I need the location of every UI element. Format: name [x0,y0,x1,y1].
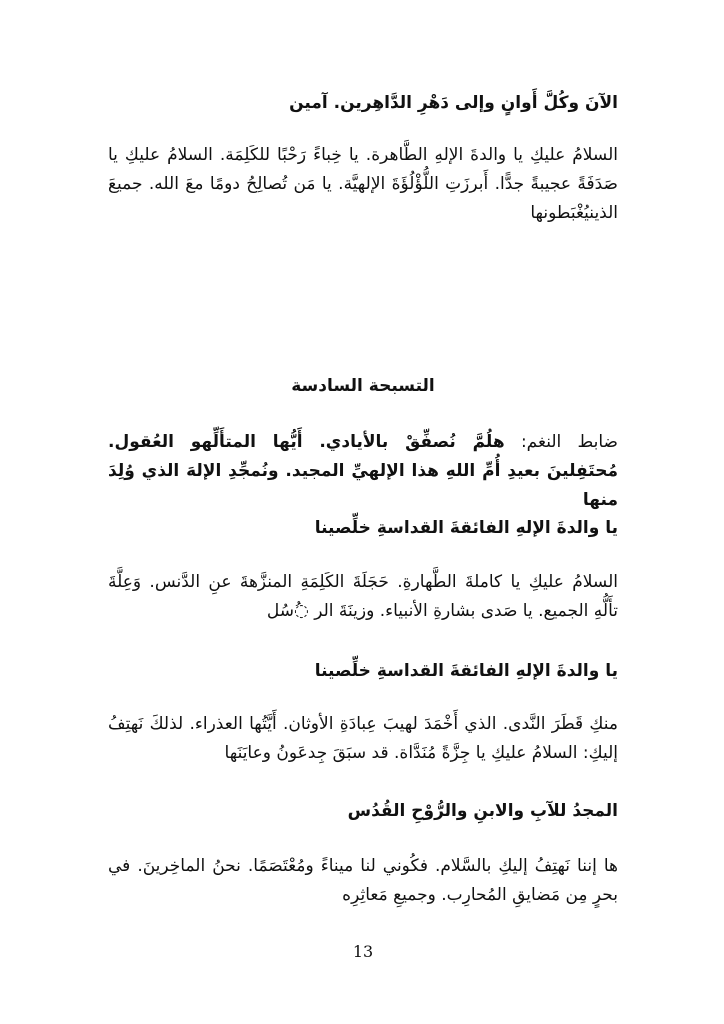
hymn-paragraph-3: منكِ قَطَرَ النَّدى. الذي أَخْمَدَ لهيبَ عِبادَةِ الأوثان. أَيَّتُها العذراء. لذلكَ نَهتِفُ إليكِ: السلامُ عليكِ يا جِزَّةً مُنَدَّاة. قد سبَقَ جِدعَونُ وعايَنَها [108,714,618,763]
page-number: 13 [352,942,374,961]
doxology-line: المجدُ للآبِ والابنِ والرُّوْحِ القُدُس [347,801,618,821]
refrain-line-2: يا والدةَ الإلهِ الفائقةَ القداسةِ خلِّصينا [314,661,618,681]
section-heading: التسبحة السادسة [291,376,435,396]
hymn-paragraph-4: ها إننا نَهتِفُ إليكِ بالسَّلام. فكُوني لنا ميناءً ومُعْتَصَمًا. نحنُ الماخِرينَ. في بحرٍ مِن مَضايقِ المُحارِب. وجميعِ مَعاثِرِه [108,856,618,905]
doxology-ending-line: الآنَ وكُلَّ أَوانٍ وإلى دَهْرِ الدَّاهِرين. آمين [289,93,618,113]
document-page [108,0,618,1024]
hymn-paragraph-2: السلامُ عليكِ يا كاملةَ الطَّهارةِ. حَجَلَةَ الكَلِمَةِ المنزَّهةَ عنِ الدَّنس. وَعِلَّةَ تأَلُّهِ الجميع. يا صَدى بشارةِ الأنبياء. وزينَةَ الر ◌ُسُل [108,572,618,621]
hirmos-paragraph [108,428,618,515]
hirmos-text: هلُمَّ نُصفِّقْ بالأيادي. أَيُّها المتأَلِّهو العُقول. مُحتَفِلينَ بعيدِ أُمِّ اللهِ هذا الإلهيِّ المجيد. ونُمجِّدِ الإلهَ الذي وُلِدَ منها [108,432,618,510]
hirmos-prefix: ضابط النغم: [504,432,618,452]
hymn-paragraph-1: السلامُ عليكِ يا والدةَ الإلهِ الطَّاهرة. يا خِباءً رَحْبًا للكَلِمَة. السلامُ عليكِ يا صَدَفَةً عجيبةً جدًّا. أَبرزَتِ اللُّؤْلُؤَةَ الإلهيَّة. يا مَن تُصالِحُ دومًا معَ الله. جميعَ الذينيُغْبَطونها [108,145,618,223]
refrain-line-1: يا والدةَ الإلهِ الفائقةَ القداسةِ خلِّصينا [314,518,618,538]
